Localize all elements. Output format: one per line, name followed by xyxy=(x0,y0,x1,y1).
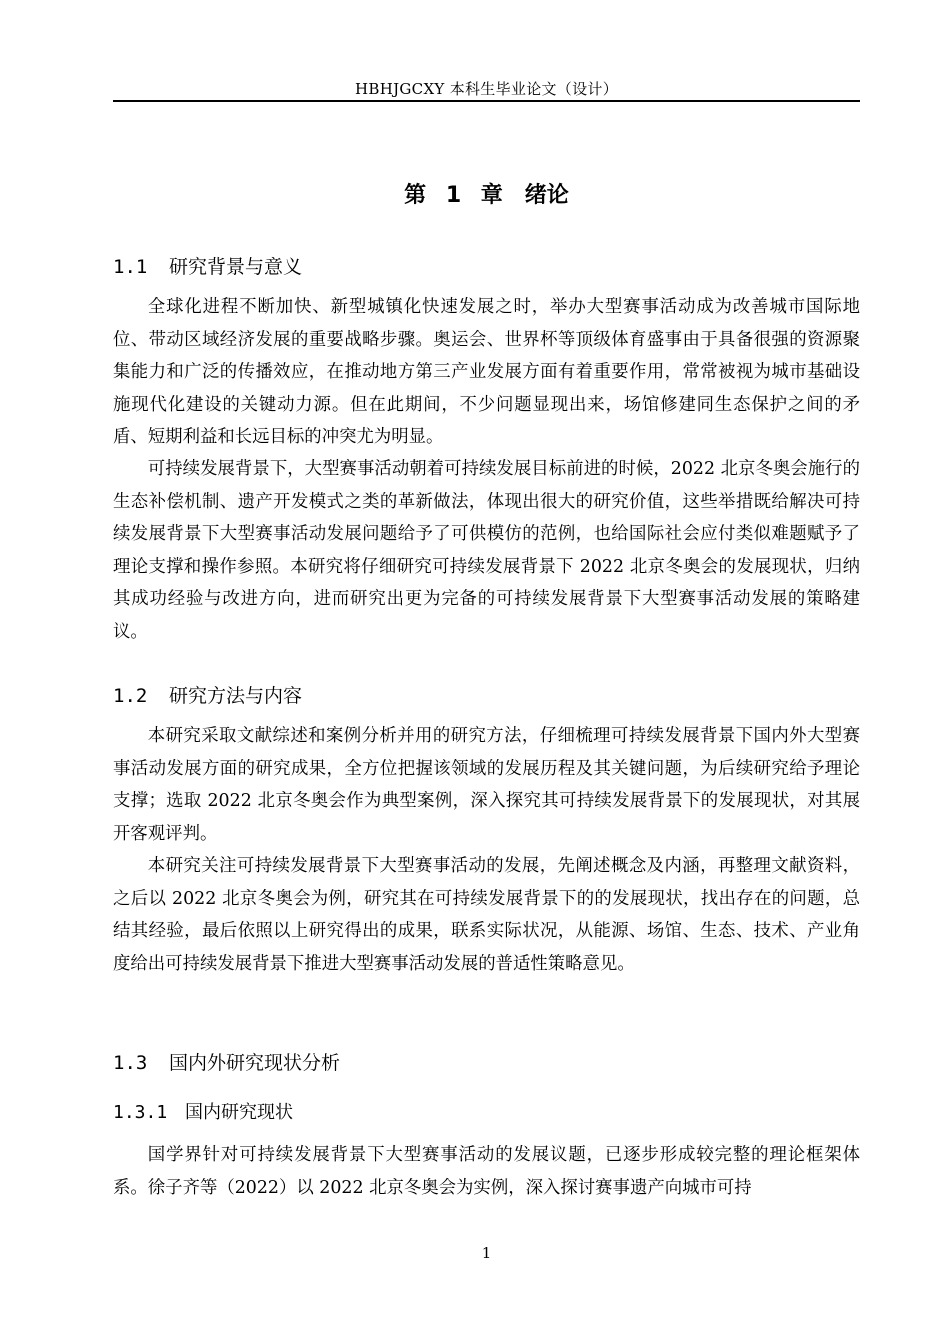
subsection-title: 国内研究现状 xyxy=(185,1102,293,1123)
paragraph-background-2: 可持续发展背景下，大型赛事活动朝着可持续发展目标前进的时候，2022 北京冬奥会施行的生态补偿机制、遗产开发模式之类的革新做法，体现出很大的研究价值，这些举措既给解决可持续发展背景下大型赛事活动发展问题给予了可供模仿的范例，也给国际社会应付类似难题赋予了理论支撑和操作参照。本研究将仔细研究可持续发展背景下 2022 北京冬奥会的发展现状，归纳其成功经验与改进方向，进而研究出更为完备的可持续发展背景下大型赛事活动发展的策略建议。 xyxy=(113,459,860,642)
subsection-number: 1.3.1 xyxy=(113,1102,168,1123)
section-heading-1-2 xyxy=(113,683,302,709)
section-number: 1.1 xyxy=(113,256,148,278)
section-title: 研究方法与内容 xyxy=(169,685,303,707)
section-number: 1.3 xyxy=(113,1052,148,1074)
section-title: 研究背景与意义 xyxy=(169,256,303,278)
header-rule xyxy=(113,100,860,102)
page-number: 1 xyxy=(481,1244,492,1262)
paragraph-methods-2: 本研究关注可持续发展背景下大型赛事活动的发展，先阐述概念及内涵，再整理文献资料，之后以 2022 北京冬奥会为例，研究其在可持续发展背景下的的发展现状，找出存在的问题，总结其经验，最后依照以上研究得出的成果，联系实际状况，从能源、场馆、生态、技术、产业角度给出可持续发展背景下推进大型赛事活动发展的普适性策略意见。 xyxy=(113,856,860,974)
subsection-heading-1-3-1 xyxy=(113,1100,293,1126)
section-heading-1-1 xyxy=(113,254,302,280)
section-heading-1-3 xyxy=(113,1050,340,1076)
chapter-title: 第 1 章 绪论 xyxy=(404,183,569,208)
paragraph-background-1: 全球化进程不断加快、新型城镇化快速发展之时，举办大型赛事活动成为改善城市国际地位、带动区域经济发展的重要战略步骤。奥运会、世界杯等顶级体育盛事由于具备很强的资源聚集能力和广泛的传播效应，在推动地方第三产业发展方面有着重要作用，常常被视为城市基础设施现代化建设的关键动力源。但在此期间，不少问题显现出来，场馆修建同生态保护之间的矛盾、短期利益和长远目标的冲突尤为明显。 xyxy=(113,297,860,447)
section-number: 1.2 xyxy=(113,685,148,707)
paragraph-methods-1: 本研究采取文献综述和案例分析并用的研究方法，仔细梳理可持续发展背景下国内外大型赛事活动发展方面的研究成果，全方位把握该领域的发展历程及其关键问题，为后续研究给予理论支撑；选取 2022 北京冬奥会作为典型案例，深入探究其可持续发展背景下的发展现状，对其展开客观评判。 xyxy=(113,726,860,844)
page-header: HBHJGCXY 本科生毕业论文（设计） xyxy=(354,80,618,98)
section-title: 国内外研究现状分析 xyxy=(169,1052,341,1074)
paragraph-domestic-research: 国学界针对可持续发展背景下大型赛事活动的发展议题，已逐步形成较完整的理论框架体系。徐子齐等（2022）以 2022 北京冬奥会为实例，深入探讨赛事遗产向城市可持 xyxy=(113,1145,860,1198)
